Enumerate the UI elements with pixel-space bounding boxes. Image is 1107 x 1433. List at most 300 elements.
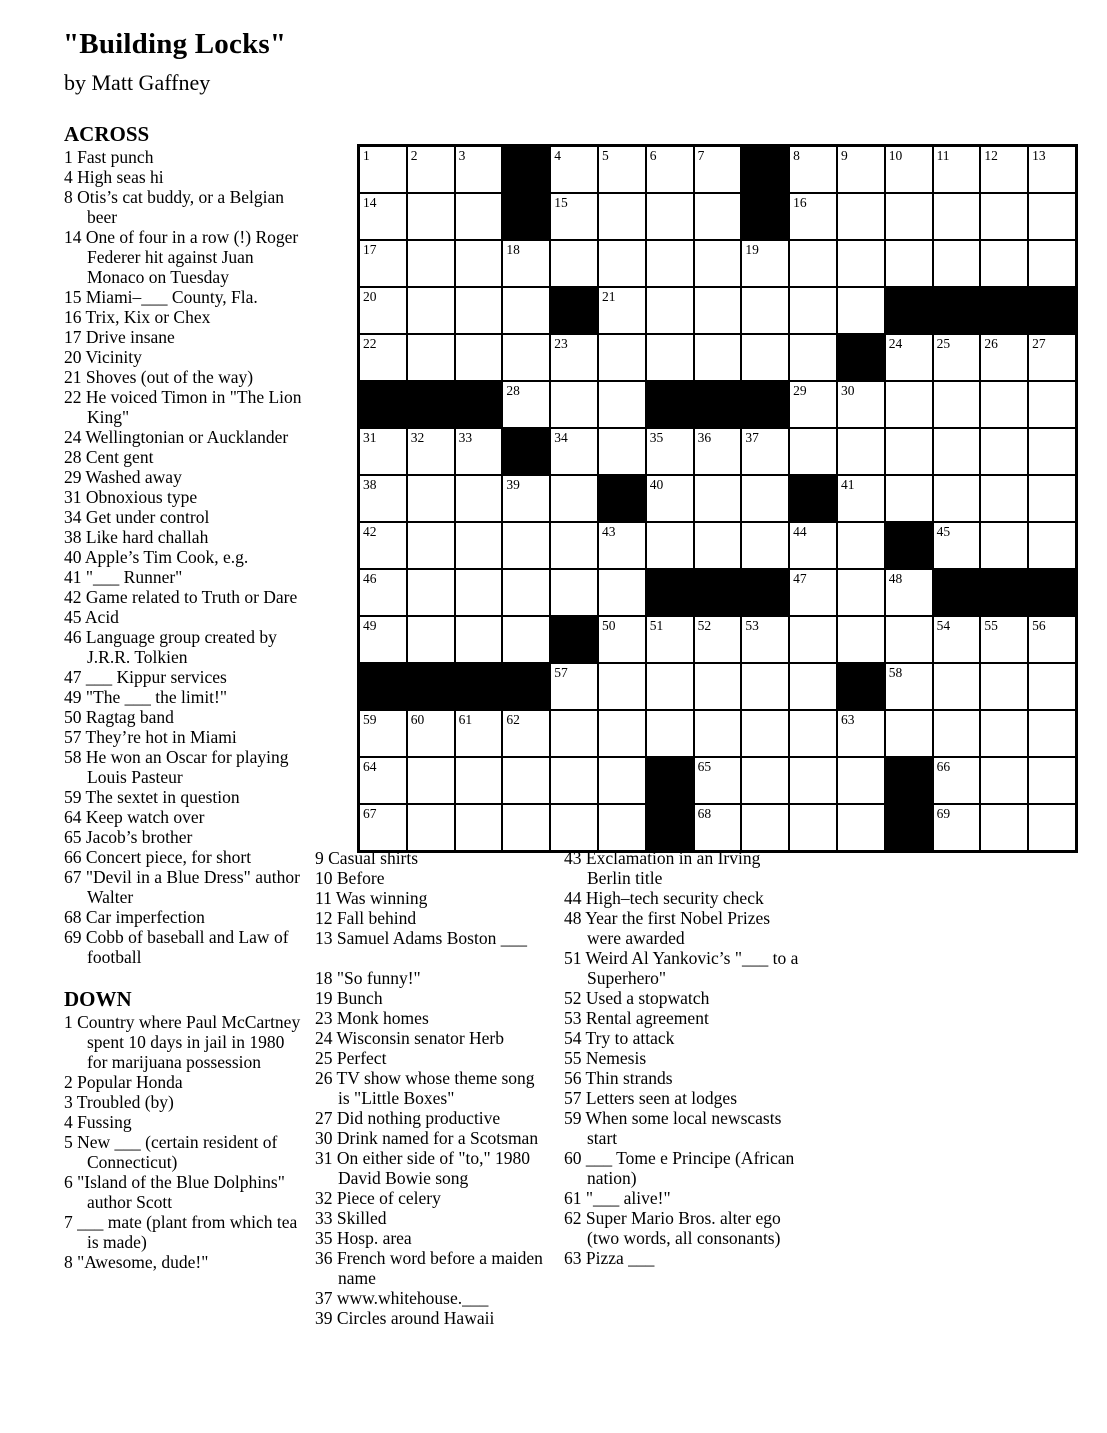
clue-number: 1 [64, 147, 73, 167]
clue-number: 29 [64, 467, 82, 487]
clue-number: 25 [315, 1048, 333, 1068]
white-cell-r2c2 [407, 193, 455, 240]
clue-number: 53 [564, 1008, 582, 1028]
white-cell-r5c6 [598, 334, 646, 381]
clue-number: 39 [315, 1308, 333, 1328]
clue-number: 66 [64, 847, 82, 867]
black-cell-r8c10 [789, 475, 837, 522]
grid-cell-number: 25 [936, 336, 951, 351]
grid-cell-number: 67 [363, 806, 377, 821]
grid-cell-number: 29 [793, 383, 807, 398]
white-cell-r10c4 [502, 569, 550, 616]
clue-number: 7 [64, 1212, 73, 1232]
black-cell-r4c15 [1028, 287, 1076, 334]
grid-cell-number: 30 [840, 383, 855, 398]
white-cell-r15c13 [933, 804, 981, 852]
grid-cell-number: 18 [506, 242, 520, 257]
black-cell-r10c13 [933, 569, 981, 616]
across-clue-15: 15 Miami–___ County, Fla. [64, 287, 258, 307]
white-cell-r8c4 [502, 475, 550, 522]
grid-cell-number: 61 [458, 712, 473, 727]
white-cell-r6c12 [885, 381, 933, 428]
white-cell-r9c4 [502, 522, 550, 569]
clue-number: 18 [315, 968, 333, 988]
down-clue-18: 18 "So funny!" [315, 968, 421, 988]
white-cell-r10c12 [885, 569, 933, 616]
clue-number: 63 [564, 1248, 582, 1268]
white-cell-r2c14 [980, 193, 1028, 240]
white-cell-r1c12 [885, 146, 933, 194]
white-cell-r9c3 [455, 522, 503, 569]
white-cell-r11c7 [646, 616, 694, 663]
white-cell-r13c13 [933, 710, 981, 757]
down-clue-5: 5 New ___ (certain resident of Connecticut) [64, 1132, 278, 1172]
puzzle-title: "Building Locks" [63, 28, 287, 60]
grid-cell-number: 57 [554, 665, 568, 680]
clue-number: 20 [64, 347, 82, 367]
clue-number: 12 [315, 908, 333, 928]
clue-number: 5 [64, 1132, 73, 1152]
clue-number: 28 [64, 447, 82, 467]
white-cell-r2c5 [550, 193, 598, 240]
white-cell-r8c2 [407, 475, 455, 522]
white-cell-r4c8 [694, 287, 742, 334]
white-cell-r5c10 [789, 334, 837, 381]
across-clue-17: 17 Drive insane [64, 327, 175, 347]
white-cell-r1c11 [837, 146, 885, 194]
black-cell-r12c11 [837, 663, 885, 710]
clue-number: 17 [64, 327, 82, 347]
white-cell-r15c11 [837, 804, 885, 852]
clue-number: 21 [64, 367, 82, 387]
white-cell-r5c8 [694, 334, 742, 381]
white-cell-r3c14 [980, 240, 1028, 287]
clue-number: 3 [64, 1092, 73, 1112]
clue-number: 49 [64, 687, 82, 707]
white-cell-r13c4 [502, 710, 550, 757]
down-clue-61: 61 "___ alive!" [564, 1188, 671, 1208]
white-cell-r13c12 [885, 710, 933, 757]
black-cell-r4c5 [550, 287, 598, 334]
grid-cell-number: 10 [888, 148, 903, 163]
middle-clue-column [315, 848, 543, 1328]
clue-number: 34 [64, 507, 82, 527]
grid-cell-number: 27 [1032, 336, 1046, 351]
down-clue-8: 8 "Awesome, dude!" [64, 1252, 209, 1272]
grid-cell-number: 28 [506, 383, 520, 398]
white-cell-r3c6 [598, 240, 646, 287]
clue-number: 40 [64, 547, 82, 567]
grid-cell-number: 58 [888, 665, 903, 680]
clue-number: 26 [315, 1068, 333, 1088]
clue-number: 54 [564, 1028, 582, 1048]
down-clue-10: 10 Before [315, 868, 385, 888]
white-cell-r12c6 [598, 663, 646, 710]
white-cell-r12c9 [741, 663, 789, 710]
grid-cell-number: 41 [840, 477, 855, 492]
white-cell-r7c9 [741, 428, 789, 475]
down-clue-9: 9 Casual shirts [315, 848, 419, 868]
white-cell-r6c13 [933, 381, 981, 428]
white-cell-r11c1 [359, 616, 407, 663]
white-cell-r13c1 [359, 710, 407, 757]
clue-number: 67 [64, 867, 82, 887]
black-cell-r2c9 [741, 193, 789, 240]
grid-cell-number: 59 [363, 712, 377, 727]
white-cell-r11c9 [741, 616, 789, 663]
clue-number: 41 [64, 567, 82, 587]
white-cell-r8c5 [550, 475, 598, 522]
white-cell-r5c13 [933, 334, 981, 381]
black-cell-r4c12 [885, 287, 933, 334]
white-cell-r6c6 [598, 381, 646, 428]
white-cell-r11c4 [502, 616, 550, 663]
black-cell-r7c4 [502, 428, 550, 475]
across-clue-47: 47 ___ Kippur services [64, 667, 227, 687]
clue-number: 60 [564, 1148, 582, 1168]
white-cell-r8c1 [359, 475, 407, 522]
black-cell-r1c9 [741, 146, 789, 194]
across-clue-4: 4 High seas hi [64, 167, 164, 187]
grid-cell-number: 5 [601, 148, 609, 163]
black-cell-r15c7 [646, 804, 694, 852]
grid-cell-number: 50 [601, 618, 616, 633]
clue-number: 57 [64, 727, 82, 747]
clue-number: 33 [315, 1208, 333, 1228]
white-cell-r10c3 [455, 569, 503, 616]
white-cell-r15c3 [455, 804, 503, 852]
white-cell-r5c14 [980, 334, 1028, 381]
white-cell-r14c10 [789, 757, 837, 804]
white-cell-r5c15 [1028, 334, 1076, 381]
clue-number: 46 [64, 627, 82, 647]
grid-cell-number: 60 [410, 712, 425, 727]
white-cell-r14c9 [741, 757, 789, 804]
white-cell-r9c6 [598, 522, 646, 569]
across-clue-20: 20 Vicinity [64, 347, 142, 367]
white-cell-r3c1 [359, 240, 407, 287]
down-clue-12: 12 Fall behind [315, 908, 417, 928]
black-cell-r6c7 [646, 381, 694, 428]
down-clue-24: 24 Wisconsin senator Herb [315, 1028, 505, 1048]
grid-cell-number: 32 [410, 430, 425, 445]
white-cell-r10c2 [407, 569, 455, 616]
grid-cell-number: 35 [649, 430, 664, 445]
white-cell-r3c5 [550, 240, 598, 287]
grid-cell-number: 40 [649, 477, 664, 492]
clue-number: 51 [564, 948, 582, 968]
white-cell-r14c5 [550, 757, 598, 804]
grid-cell-number: 64 [363, 759, 377, 774]
white-cell-r1c5 [550, 146, 598, 194]
white-cell-r1c8 [694, 146, 742, 194]
white-cell-r1c1 [359, 146, 407, 194]
grid-cell-number: 8 [793, 148, 800, 163]
white-cell-r13c9 [741, 710, 789, 757]
white-cell-r11c2 [407, 616, 455, 663]
white-cell-r5c12 [885, 334, 933, 381]
down-clue-1: 1 Country where Paul McCartney spent 10 days in jail in 1980 for marijuana possession [64, 1012, 301, 1072]
clue-number: 68 [64, 907, 82, 927]
black-cell-r4c14 [980, 287, 1028, 334]
down-clue-57: 57 Letters seen at lodges [564, 1088, 738, 1108]
white-cell-r7c6 [598, 428, 646, 475]
white-cell-r4c9 [741, 287, 789, 334]
white-cell-r8c12 [885, 475, 933, 522]
across-clue-65: 65 Jacob’s brother [64, 827, 193, 847]
black-cell-r6c9 [741, 381, 789, 428]
grid-cell-number: 31 [363, 430, 377, 445]
black-cell-r14c7 [646, 757, 694, 804]
down-clue-35: 35 Hosp. area [315, 1228, 412, 1248]
down-header: DOWN [64, 987, 132, 1011]
grid-cell-number: 33 [458, 430, 473, 445]
white-cell-r13c8 [694, 710, 742, 757]
white-cell-r3c7 [646, 240, 694, 287]
clue-number: 27 [315, 1108, 333, 1128]
white-cell-r3c10 [789, 240, 837, 287]
right-clue-column [564, 848, 802, 1268]
white-cell-r15c6 [598, 804, 646, 852]
black-cell-r12c1 [359, 663, 407, 710]
white-cell-r7c7 [646, 428, 694, 475]
clue-number: 35 [315, 1228, 333, 1248]
across-clue-16: 16 Trix, Kix or Chex [64, 307, 211, 327]
down-clue-11: 11 Was winning [315, 888, 428, 908]
grid-cell-number: 45 [936, 524, 951, 539]
grid-cell-number: 49 [363, 618, 377, 633]
across-clue-28: 28 Cent gent [64, 447, 154, 467]
across-clue-14: 14 One of four in a row (!) Roger Federer hit against Juan Monaco on Tuesday [64, 227, 299, 287]
white-cell-r13c3 [455, 710, 503, 757]
across-clue-34: 34 Get under control [64, 507, 210, 527]
white-cell-r9c5 [550, 522, 598, 569]
grid-cell-number: 9 [840, 148, 848, 163]
white-cell-r6c4 [502, 381, 550, 428]
white-cell-r4c7 [646, 287, 694, 334]
across-clue-8: 8 Otis’s cat buddy, or a Belgian beer [64, 187, 285, 227]
across-clue-45: 45 Acid [64, 607, 119, 627]
white-cell-r5c5 [550, 334, 598, 381]
down-clue-7: 7 ___ mate (plant from which tea is made) [64, 1212, 298, 1252]
white-cell-r9c2 [407, 522, 455, 569]
white-cell-r4c10 [789, 287, 837, 334]
white-cell-r6c15 [1028, 381, 1076, 428]
grid-cell-number: 39 [506, 477, 520, 492]
down-clue-26: 26 TV show whose theme song is "Little Boxes" [315, 1068, 535, 1108]
across-clue-41: 41 "___ Runner" [64, 567, 183, 587]
white-cell-r13c14 [980, 710, 1028, 757]
across-clue-42: 42 Game related to Truth or Dare [64, 587, 298, 607]
clue-number: 38 [64, 527, 82, 547]
clue-number: 44 [564, 888, 582, 908]
grid-cell-number: 12 [984, 148, 998, 163]
grid-cell-number: 23 [554, 336, 568, 351]
white-cell-r3c9 [741, 240, 789, 287]
white-cell-r7c14 [980, 428, 1028, 475]
grid-cell-number: 37 [745, 430, 759, 445]
white-cell-r4c6 [598, 287, 646, 334]
white-cell-r11c12 [885, 616, 933, 663]
white-cell-r11c14 [980, 616, 1028, 663]
down-clue-56: 56 Thin strands [564, 1068, 673, 1088]
white-cell-r13c7 [646, 710, 694, 757]
white-cell-r3c13 [933, 240, 981, 287]
across-clue-66: 66 Concert piece, for short [64, 847, 252, 867]
down-clue-55: 55 Nemesis [564, 1048, 647, 1068]
white-cell-r1c13 [933, 146, 981, 194]
white-cell-r5c2 [407, 334, 455, 381]
white-cell-r6c10 [789, 381, 837, 428]
black-cell-r2c4 [502, 193, 550, 240]
white-cell-r14c6 [598, 757, 646, 804]
grid-cell-number: 19 [745, 242, 759, 257]
white-cell-r7c5 [550, 428, 598, 475]
white-cell-r15c10 [789, 804, 837, 852]
white-cell-r2c11 [837, 193, 885, 240]
down-clue-23: 23 Monk homes [315, 1008, 429, 1028]
white-cell-r1c10 [789, 146, 837, 194]
clue-number: 19 [315, 988, 333, 1008]
grid-cell-number: 24 [888, 336, 903, 351]
white-cell-r12c7 [646, 663, 694, 710]
white-cell-r3c2 [407, 240, 455, 287]
white-cell-r2c13 [933, 193, 981, 240]
white-cell-r14c3 [455, 757, 503, 804]
grid-cell-number: 6 [649, 148, 657, 163]
white-cell-r9c8 [694, 522, 742, 569]
white-cell-r14c1 [359, 757, 407, 804]
grid-cell-number: 20 [363, 289, 377, 304]
grid-cell-number: 4 [554, 148, 561, 163]
white-cell-r7c2 [407, 428, 455, 475]
black-cell-r1c4 [502, 146, 550, 194]
black-cell-r12c2 [407, 663, 455, 710]
white-cell-r4c1 [359, 287, 407, 334]
grid-cell-number: 21 [601, 289, 616, 304]
white-cell-r7c10 [789, 428, 837, 475]
grid-cell-number: 42 [363, 524, 377, 539]
white-cell-r2c8 [694, 193, 742, 240]
clue-number: 42 [64, 587, 82, 607]
white-cell-r6c5 [550, 381, 598, 428]
clue-number: 47 [64, 667, 82, 687]
down-clue-36: 36 French word before a maiden name [315, 1248, 543, 1288]
white-cell-r15c8 [694, 804, 742, 852]
white-cell-r5c9 [741, 334, 789, 381]
down-clue-13: 13 Samuel Adams Boston ___ [315, 928, 527, 948]
down-clue-list-1 [64, 1012, 308, 1272]
clue-number: 24 [315, 1028, 333, 1048]
across-clue-list [64, 147, 308, 967]
grid-cell-number: 63 [840, 712, 855, 727]
grid-cell-number: 62 [506, 712, 520, 727]
clue-number: 16 [64, 307, 82, 327]
clue-number: 31 [64, 487, 82, 507]
black-cell-r10c8 [694, 569, 742, 616]
black-cell-r6c1 [359, 381, 407, 428]
clue-number: 62 [564, 1208, 582, 1228]
white-cell-r5c1 [359, 334, 407, 381]
white-cell-r4c3 [455, 287, 503, 334]
down-clue-19: 19 Bunch [315, 988, 383, 1008]
white-cell-r2c12 [885, 193, 933, 240]
white-cell-r2c1 [359, 193, 407, 240]
white-cell-r13c5 [550, 710, 598, 757]
white-cell-r7c8 [694, 428, 742, 475]
grid-cell-number: 65 [697, 759, 712, 774]
white-cell-r7c1 [359, 428, 407, 475]
down-clue-48: 48 Year the first Nobel Prizes were awarded [564, 908, 771, 948]
white-cell-r11c6 [598, 616, 646, 663]
white-cell-r11c8 [694, 616, 742, 663]
across-clue-67: 67 "Devil in a Blue Dress" author Walter [64, 867, 300, 907]
grid-cell-number: 13 [1032, 148, 1046, 163]
white-cell-r6c11 [837, 381, 885, 428]
white-cell-r2c6 [598, 193, 646, 240]
white-cell-r9c15 [1028, 522, 1076, 569]
across-clue-68: 68 Car imperfection [64, 907, 205, 927]
grid-cell-number: 38 [363, 477, 377, 492]
down-clue-37: 37 www.whitehouse.___ [315, 1288, 489, 1308]
grid-cell-number: 56 [1032, 618, 1046, 633]
black-cell-r10c14 [980, 569, 1028, 616]
grid-cell-number: 14 [363, 195, 377, 210]
clue-number: 37 [315, 1288, 333, 1308]
white-cell-r8c15 [1028, 475, 1076, 522]
grid-cell-number: 54 [936, 618, 951, 633]
white-cell-r4c4 [502, 287, 550, 334]
black-cell-r4c13 [933, 287, 981, 334]
white-cell-r3c12 [885, 240, 933, 287]
clue-number: 31 [315, 1148, 333, 1168]
grid-cell-number: 53 [745, 618, 759, 633]
clue-number: 13 [315, 928, 333, 948]
clue-number: 24 [64, 427, 82, 447]
down-clue-30: 30 Drink named for a Scotsman [315, 1128, 539, 1148]
across-clue-49: 49 "The ___ the limit!" [64, 687, 228, 707]
clue-number: 32 [315, 1188, 333, 1208]
clue-number: 43 [564, 848, 582, 868]
clue-number: 50 [64, 707, 82, 727]
white-cell-r13c2 [407, 710, 455, 757]
across-clue-40: 40 Apple’s Tim Cook, e.g. [64, 547, 249, 567]
white-cell-r2c15 [1028, 193, 1076, 240]
black-cell-r12c3 [455, 663, 503, 710]
clue-number: 58 [64, 747, 82, 767]
white-cell-r14c2 [407, 757, 455, 804]
white-cell-r5c4 [502, 334, 550, 381]
down-clue-51: 51 Weird Al Yankovic’s "___ to a Superhero" [564, 948, 799, 988]
grid-cell-number: 48 [888, 571, 903, 586]
white-cell-r8c9 [741, 475, 789, 522]
white-cell-r12c14 [980, 663, 1028, 710]
down-clue-63: 63 Pizza ___ [564, 1248, 655, 1268]
white-cell-r10c11 [837, 569, 885, 616]
white-cell-r8c3 [455, 475, 503, 522]
white-cell-r1c7 [646, 146, 694, 194]
white-cell-r15c5 [550, 804, 598, 852]
clue-number: 15 [64, 287, 82, 307]
down-clue-62: 62 Super Mario Bros. alter ego (two words, all consonants) [564, 1208, 781, 1248]
grid-cell-number: 15 [554, 195, 568, 210]
white-cell-r15c15 [1028, 804, 1076, 852]
clue-number: 59 [564, 1108, 582, 1128]
white-cell-r14c8 [694, 757, 742, 804]
black-cell-r11c5 [550, 616, 598, 663]
black-cell-r6c2 [407, 381, 455, 428]
clue-number: 4 [64, 1112, 73, 1132]
